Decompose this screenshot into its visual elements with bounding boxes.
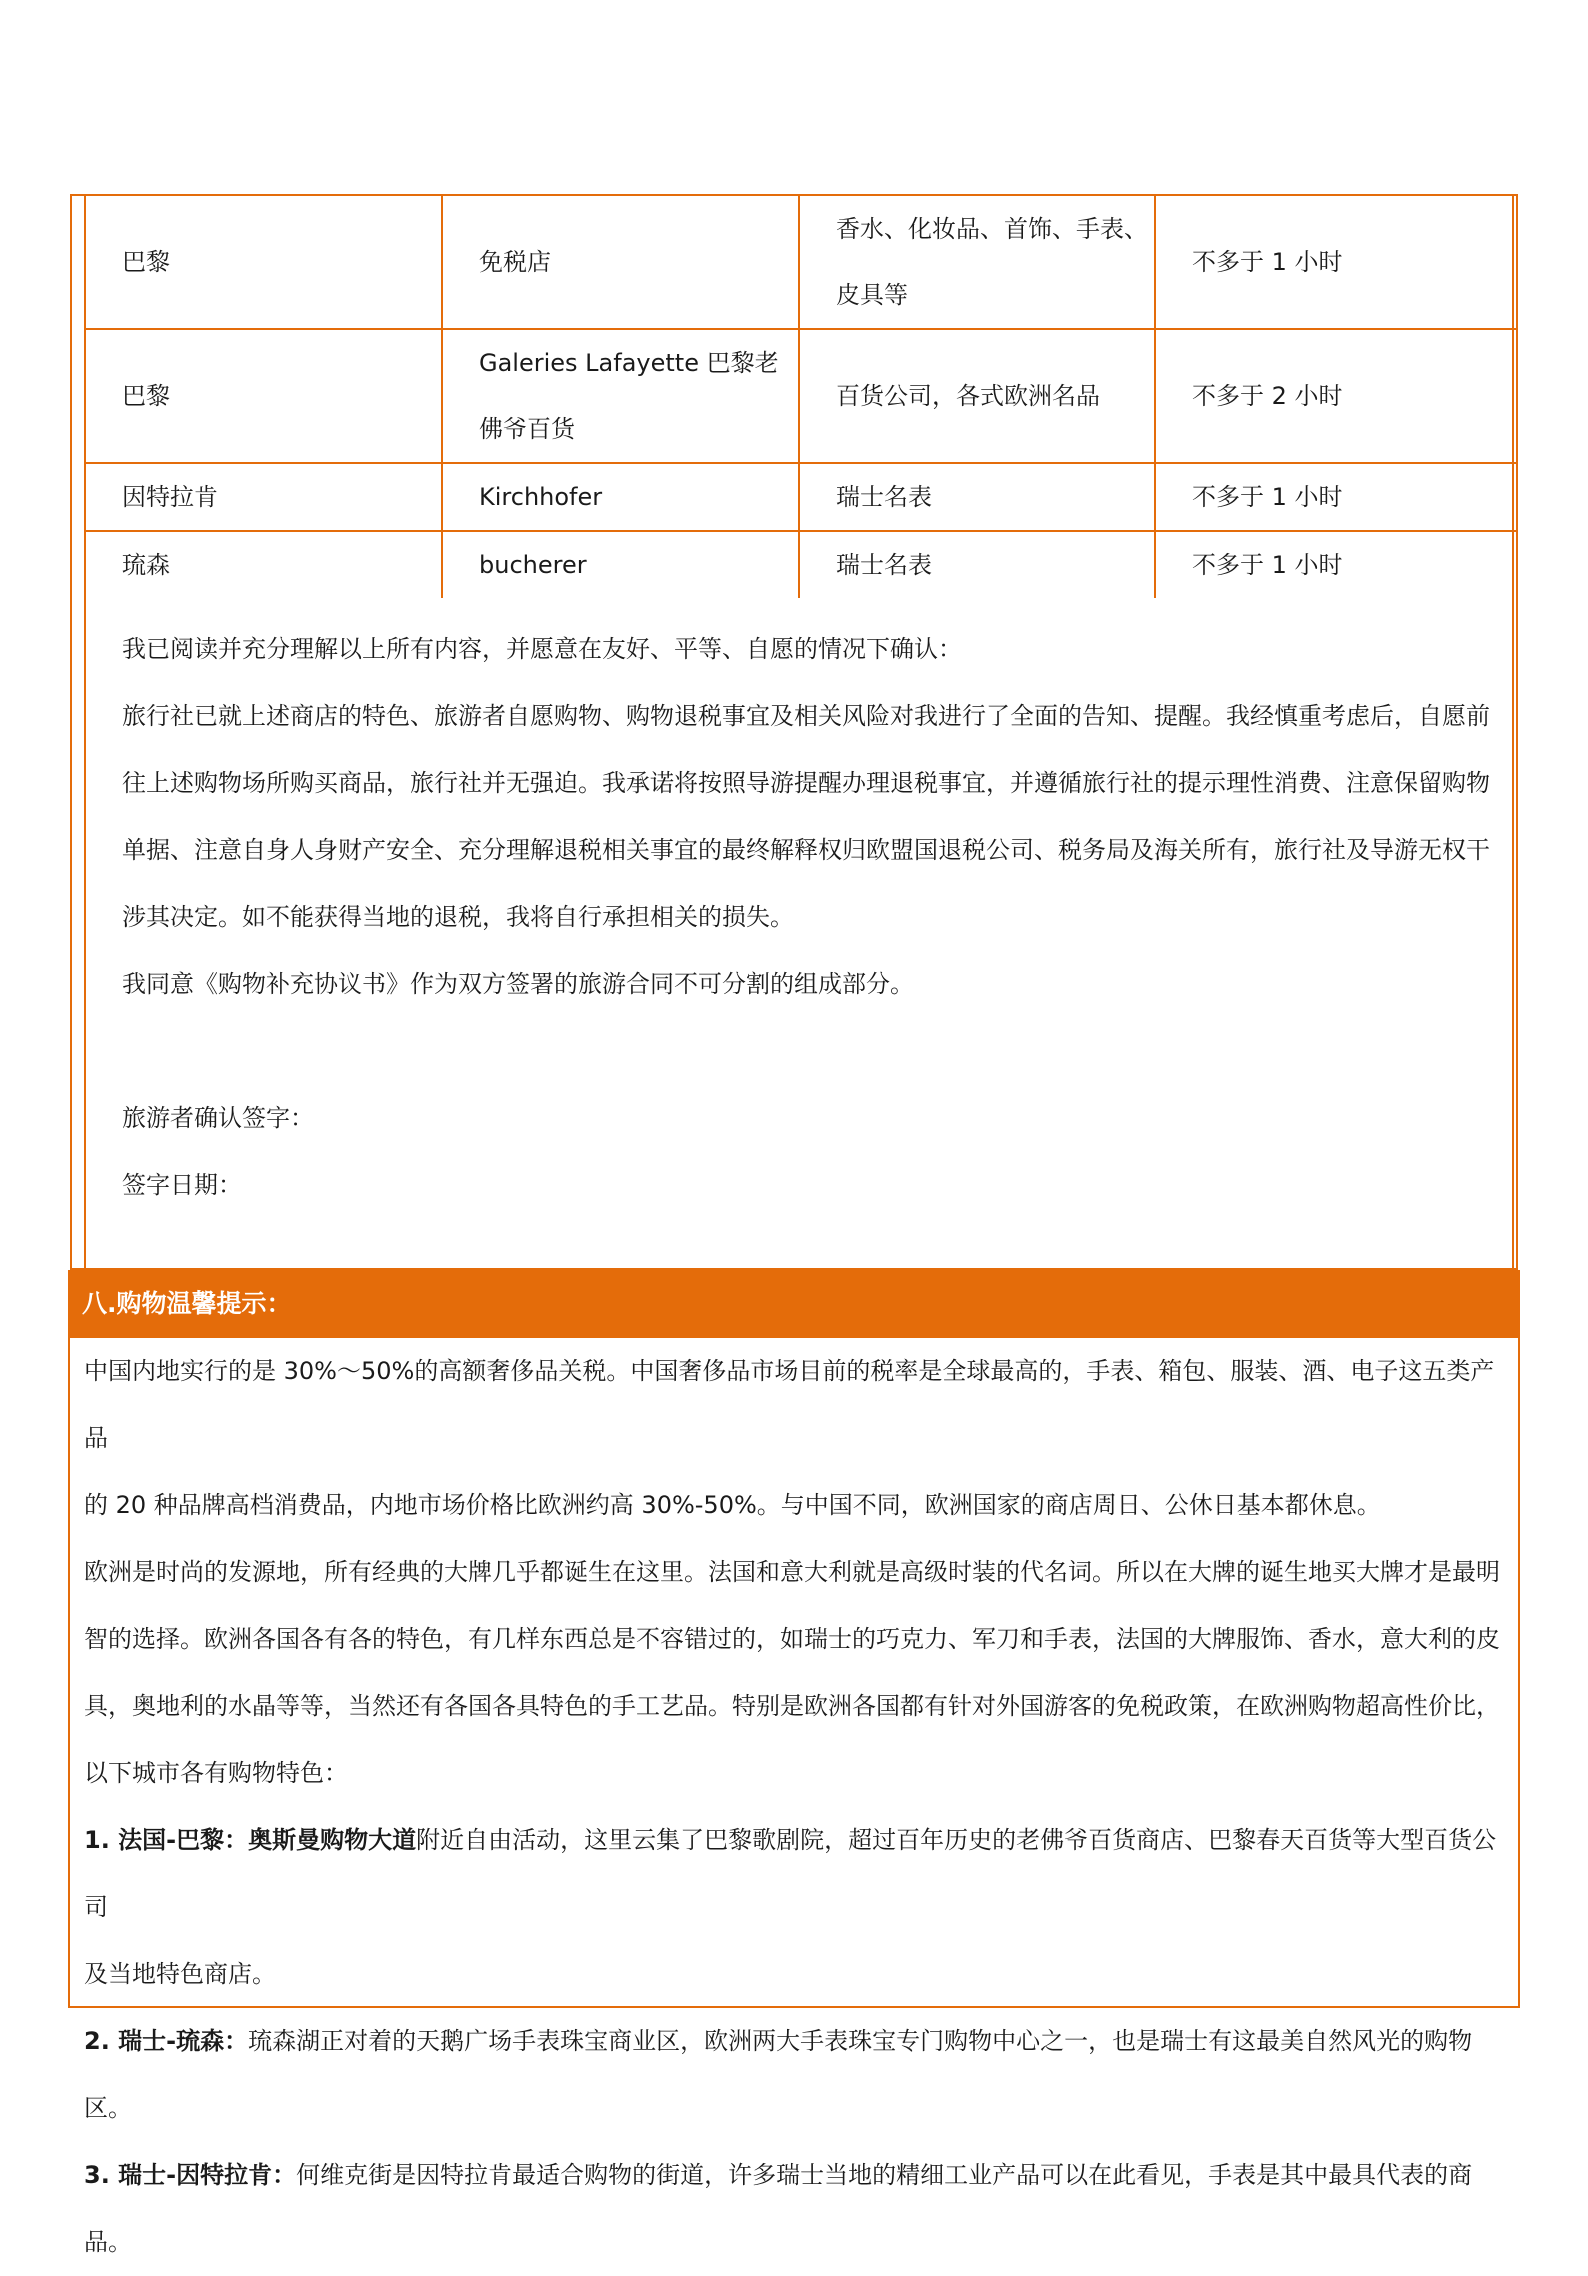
table-row — [86, 463, 1516, 531]
goods-cell: 瑞士名表 — [799, 463, 1155, 531]
date-label: 签字日期： — [122, 1171, 242, 1199]
tips-paragraph-line: 的 20 种品牌高档消费品，内地市场价格比欧洲约高 30%-50%。与中国不同，欧洲国家的商店周日、公休日基本都休息。 — [84, 1491, 1381, 1519]
shops-table — [86, 196, 1516, 598]
confirmation-text — [122, 616, 1502, 1219]
tips-section-header: 八.购物温馨提示： — [68, 1270, 1520, 1338]
confirmation-line: 单据、注意自身人身财产安全、充分理解退税相关事宜的最终解释权归欧盟国退税公司、税务局及海关所有，旅行社及导游无权干 — [122, 836, 1490, 864]
store-cell: Galeries Lafayette 巴黎老 佛爷百货 — [442, 329, 799, 463]
city-cell: 巴黎 — [86, 196, 442, 329]
tips-paragraph-line: 中国内地实行的是 30%～50%的高额奢侈品关税。中国奢侈品市场目前的税率是全球最高的，手表、箱包、服装、酒、电子这五类产品 — [84, 1357, 1495, 1452]
signature-label: 旅游者确认签字： — [122, 1104, 314, 1132]
store-cell: bucherer — [442, 531, 799, 598]
table-row — [86, 329, 1516, 463]
shopping-confirmation-block — [70, 194, 1518, 1270]
tips-paragraph-line: 具，奥地利的水晶等等，当然还有各国各具特色的手工艺品。特别是欧洲各国都有针对外国游客的免税政策，在欧洲购物超高性价比， — [84, 1692, 1500, 1720]
tips-list-item: 1. 法国-巴黎：奥斯曼购物大道附近自由活动，这里云集了巴黎歌剧院，超过百年历史的老佛爷百货商店、巴黎春天百货等大型百货公司 — [84, 1826, 1497, 1921]
confirmation-line: 旅行社已就上述商店的特色、旅游者自愿购物、购物退税事宜及相关风险对我进行了全面的告知、提醒。我经慎重考虑后，自愿前 — [122, 702, 1490, 730]
goods-cell: 百货公司，各式欧洲名品 — [799, 329, 1155, 463]
tips-paragraph-line: 智的选择。欧洲各国各有各的特色，有几样东西总是不容错过的，如瑞士的巧克力、军刀和手表，法国的大牌服饰、香水，意大利的皮 — [84, 1625, 1500, 1653]
tips-item-label: 3. 瑞士-因特拉肯： — [84, 2161, 297, 2189]
confirmation-line: 涉其决定。如不能获得当地的退税，我将自行承担相关的损失。 — [122, 903, 794, 931]
tips-list-item: 2. 瑞士-琉森：琉森湖正对着的天鹅广场手表珠宝商业区，欧洲两大手表珠宝专门购物中心之一，也是瑞士有这最美自然风光的购物区。 — [84, 2027, 1473, 2122]
city-cell: 琉森 — [86, 531, 442, 598]
confirmation-line: 往上述购物场所购买商品，旅行社并无强迫。我承诺将按照导游提醒办理退税事宜，并遵循旅行社的提示理性消费、注意保留购物 — [122, 769, 1490, 797]
city-cell: 巴黎 — [86, 329, 442, 463]
goods-cell: 香水、化妆品、首饰、手表、 皮具等 — [799, 196, 1155, 329]
table-row — [86, 196, 1516, 329]
store-cell: Kirchhofer — [442, 463, 799, 531]
tips-paragraph-line: 欧洲是时尚的发源地，所有经典的大牌几乎都诞生在这里。法国和意大利就是高级时装的代名词。所以在大牌的诞生地买大牌才是最明 — [84, 1558, 1500, 1586]
store-cell: 免税店 — [442, 196, 799, 329]
duration-cell: 不多于 1 小时 — [1192, 551, 1343, 579]
tips-section-body — [68, 1338, 1520, 2256]
city-cell: 因特拉肯 — [86, 463, 442, 531]
tips-list-item: 3. 瑞士-因特拉肯：何维克街是因特拉肯最适合购物的街道，许多瑞士当地的精细工业产品可以在此看见，手表是其中最具代表的商品。 — [84, 2161, 1473, 2256]
duration-cell: 不多于 2 小时 — [1155, 329, 1516, 463]
table-row — [86, 531, 1516, 598]
tips-list-item-continued: 及当地特色商店。 — [84, 1960, 276, 1988]
duration-cell: 不多于 1 小时 — [1155, 463, 1516, 531]
confirmation-agreement: 我同意《购物补充协议书》作为双方签署的旅游合同不可分割的组成部分。 — [122, 970, 914, 998]
tips-paragraph-line: 以下城市各有购物特色： — [84, 1759, 348, 1787]
goods-cell: 瑞士名表 — [799, 531, 1155, 598]
tips-item-label: 1. 法国-巴黎：奥斯曼购物大道 — [84, 1826, 417, 1854]
tips-item-label: 2. 瑞士-琉森： — [84, 2027, 249, 2055]
tips-text — [84, 1338, 1510, 2276]
confirmation-intro: 我已阅读并充分理解以上所有内容，并愿意在友好、平等、自愿的情况下确认： — [122, 635, 962, 663]
duration-cell: 不多于 1 小时 — [1155, 196, 1516, 329]
